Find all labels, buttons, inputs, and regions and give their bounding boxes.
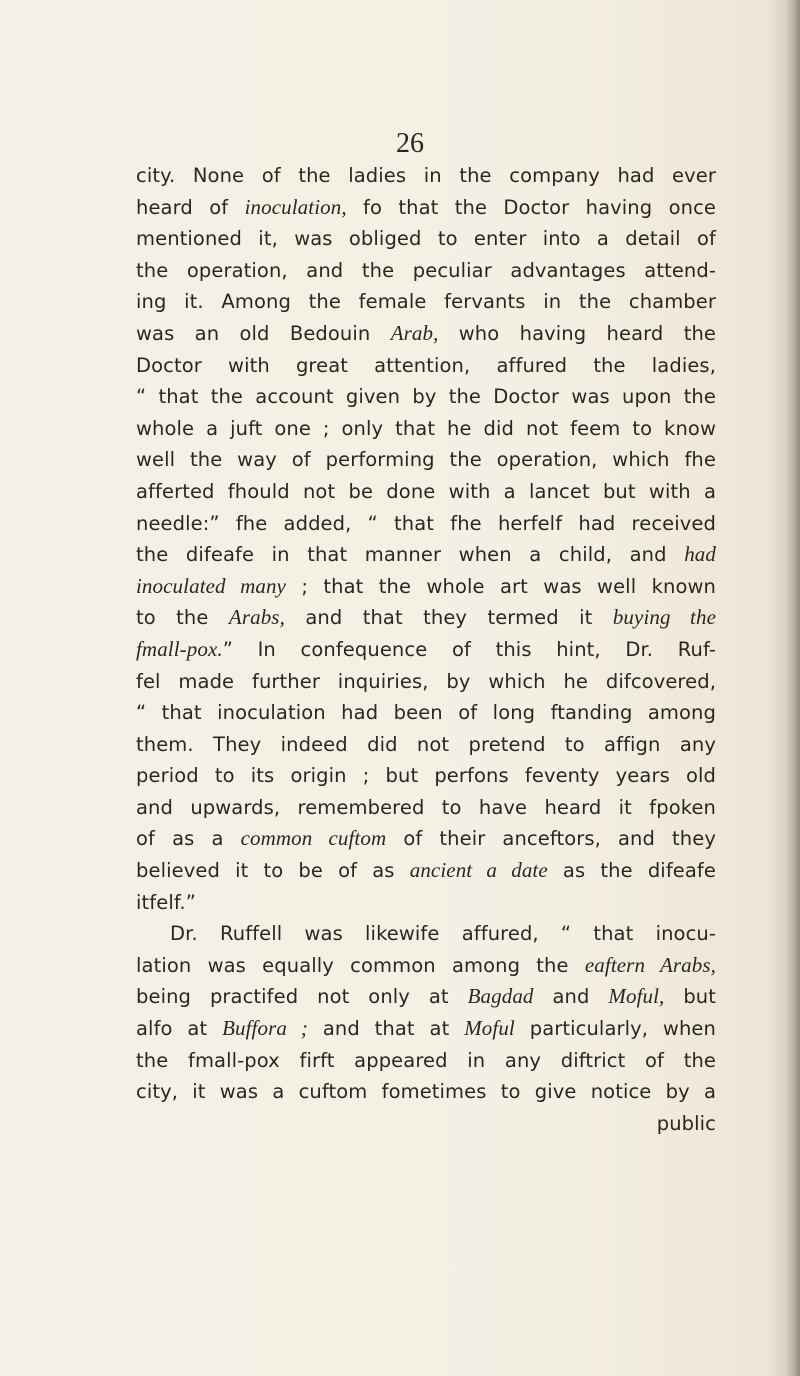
text-line [136,444,716,476]
italic-text: eaftern Arabs, [584,952,716,977]
text-segment: and that at [307,1017,465,1041]
text-segment: afferted fhould not be done with a lancet but with a [136,479,716,503]
text-segment: city, it was a cuftom fometimes to give notice by a [136,1080,716,1104]
italic-text: inoculation, [244,194,347,219]
text-segment: fel made further inquiries, by which he difcovered, [136,669,716,693]
text-segment: of as a [136,827,241,851]
text-line [136,950,716,982]
text-line [136,1045,716,1077]
text-line [136,508,716,540]
text-line [136,666,716,698]
text-segment: and [533,985,609,1009]
italic-text: Bagdad [467,984,534,1009]
text-line [136,918,716,950]
text-line [136,760,716,792]
text-segment: needle:” fhe added, “ that fhe herfelf had received [136,511,716,535]
italic-text: Arabs, [228,605,285,630]
italic-text: had [684,542,716,567]
text-line [136,286,716,318]
italic-text: inoculated many [136,573,286,598]
text-line [136,887,716,919]
text-segment: of their anceftors, and they [386,827,716,851]
text-segment: period to its origin ; but perfons feventy years old [136,764,716,788]
italic-text: ancient a date [409,858,548,883]
text-segment: city. None of the ladies in the company had ever [136,164,716,187]
text-segment: to the [136,606,229,630]
text-line [136,350,716,382]
text-segment: Doctor with great attention, affured the ladies, [136,353,716,377]
text-segment: lation was equally common among the [136,953,585,977]
text-segment: was an old Bedouin [136,321,391,345]
text-line [136,192,716,224]
text-line [136,855,716,887]
italic-text: common cuftom [240,826,387,851]
text-segment: public [656,1111,716,1135]
text-line [136,413,716,445]
text-segment: but [664,985,716,1009]
text-line [136,255,716,287]
text-segment: whole a juft one ; only that he did not feem to know [136,416,716,440]
italic-text: Moful, [608,984,665,1009]
text-segment: ing it. Among the female fervants in the chamber [136,290,716,314]
text-segment: Dr. Ruffell was likewife affured, “ that inocu- [170,922,716,946]
text-line [136,823,716,855]
text-segment: the fmall-pox firft appeared in any diftrict of the [136,1048,716,1072]
page-number: 26 [396,128,424,159]
italic-text: Arab, [390,320,439,345]
text-segment: alfo at [136,1017,223,1041]
italic-text: Moful [464,1016,515,1041]
italic-text: Buffora ; [222,1016,308,1041]
body-text [136,160,716,1139]
text-line [136,1013,716,1045]
text-line [136,1108,716,1140]
text-line [136,634,716,666]
text-line [136,381,716,413]
page-edge-shadow [786,0,800,1376]
italic-text: buying the [612,605,716,630]
text-segment: well the way of performing the operation, which fhe [136,448,716,472]
text-line [136,729,716,761]
text-segment: “ that the account given by the Doctor was upon the [136,385,716,409]
text-line [136,571,716,603]
text-segment: being practifed not only at [136,985,468,1009]
text-line [136,792,716,824]
text-line [136,318,716,350]
text-segment: heard of [136,195,245,219]
text-line [136,1076,716,1108]
text-segment: ; that the whole art was well known [285,574,716,598]
text-line [136,476,716,508]
text-segment: ” In confequence of this hint, Dr. Ruf- [222,637,716,661]
text-line [136,539,716,571]
text-segment: them. They indeed did not pretend to affign any [136,732,716,756]
text-segment: itfelf.” [136,890,196,914]
text-segment: fo that the Doctor having once [346,195,716,219]
text-segment: who having heard the [438,321,717,345]
text-segment: believed it to be of as [136,859,410,883]
text-line [136,697,716,729]
italic-text: fmall-pox. [136,636,223,661]
text-line [136,160,716,192]
text-segment: mentioned it, was obliged to enter into a detail of [136,227,716,251]
text-line [136,602,716,634]
text-segment: and upwards, remembered to have heard it fpoken [136,795,716,819]
text-line [136,223,716,255]
text-segment: the operation, and the peculiar advantages attend- [136,258,716,282]
text-segment: as the difeafe [547,859,716,883]
text-segment: particularly, when [514,1017,716,1041]
text-segment: the difeafe in that manner when a child, and [136,543,685,567]
text-line [136,981,716,1013]
text-segment: “ that inoculation had been of long ftanding among [136,701,716,725]
text-segment: and that they termed it [284,606,613,630]
